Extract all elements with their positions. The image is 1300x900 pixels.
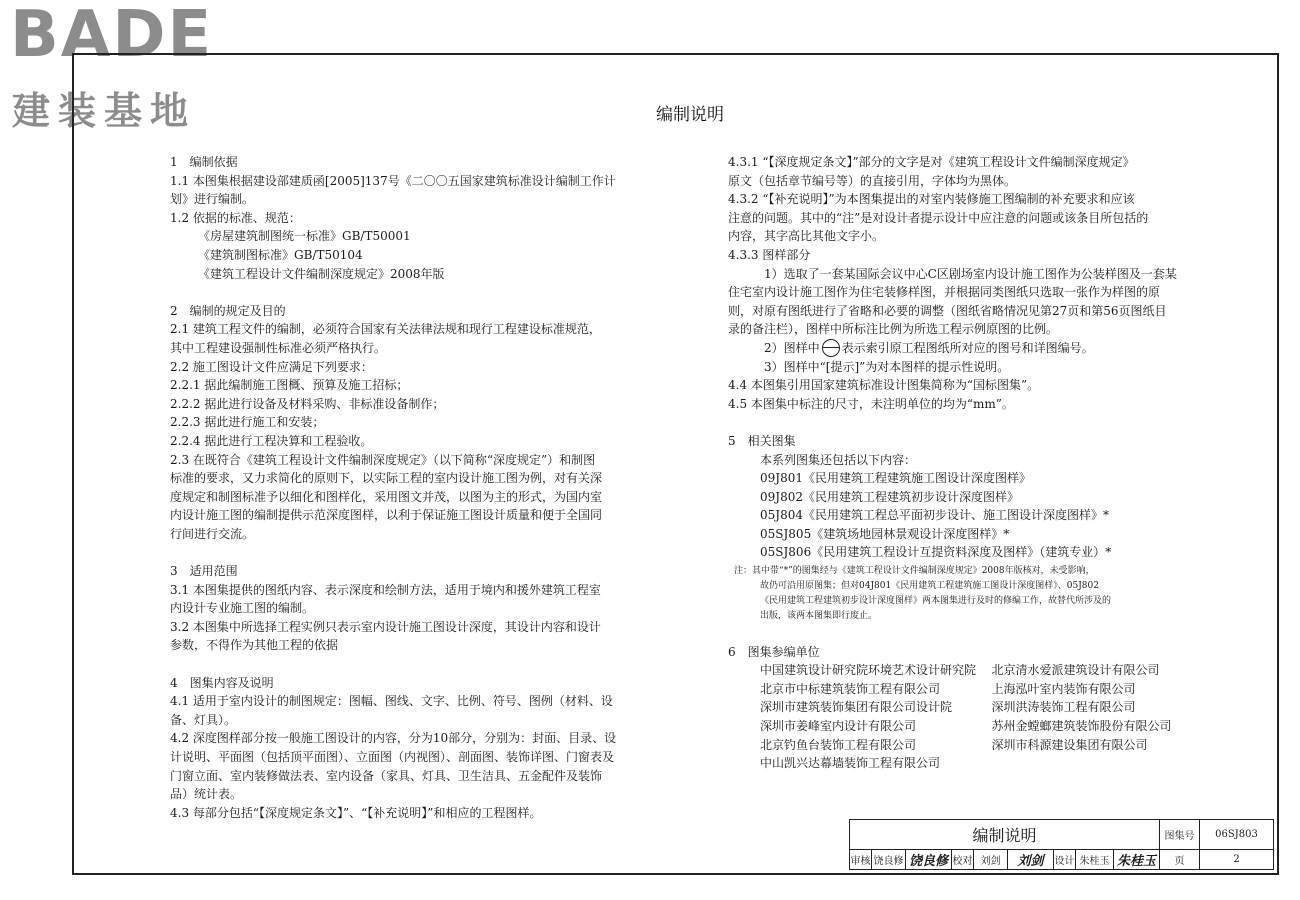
page-number: 2	[1200, 850, 1274, 870]
paragraph	[728, 265, 1223, 284]
text-line: 09J802《民用建筑工程建筑初步设计深度图样》	[760, 489, 1019, 504]
unit-name: 中山凯兴达幕墙装饰工程有限公司	[760, 756, 941, 771]
unit-name: 深圳洪涛装饰工程有限公司	[991, 700, 1136, 715]
text-line: 2.2 施工图设计文件应满足下列要求：	[170, 359, 373, 374]
paragraph	[170, 172, 660, 209]
text-line: 4.5 本图集中标注的尺寸，未注明单位的均为“mm”。	[728, 396, 1014, 411]
paragraph	[728, 469, 1223, 488]
text-line: 3 适用范围	[170, 564, 238, 579]
text-line: 05SJ806《民用建筑工程设计互提资料深度及图样》（建筑专业）*	[760, 545, 1112, 560]
text-line: 2.1 建筑工程文件的编制，必须符合国家有关法律法规和现行工程建设标准规范，	[170, 322, 601, 337]
paragraph	[170, 674, 660, 693]
text-line: 1.1 本图集根据建设部建质函[2005]137号《二〇〇五国家建筑标准设计编制工作计	[170, 173, 616, 188]
paragraph	[170, 376, 660, 395]
text-line: 度规定和制图标准予以细化和图样化，采用图文并茂，以图为主的形式，为国内室	[170, 489, 603, 504]
paragraph-gap	[170, 283, 660, 302]
left-text-column	[170, 153, 660, 822]
text-line: 3）图样中“[提示]”为对本图样的提示性说明。	[764, 359, 1010, 374]
text-line: 参数，不得作为其他工程的依据	[170, 638, 339, 653]
paragraph	[728, 283, 1223, 339]
paragraph	[170, 395, 660, 414]
text-line: 门窗立面、室内装修做法表、室内设备（家具、灯具、卫生洁具、五金配件及装饰	[170, 768, 603, 783]
text-line: 住宅室内设计施工图作为住宅装修样图，并根据同类图纸只选取一张作为样图的原	[728, 285, 1161, 300]
index-symbol-icon	[822, 339, 840, 357]
text-line: 2.2.4 据此进行工程决算和工程验收。	[170, 433, 373, 448]
text-line: 《建筑工程设计文件编制深度规定》2008年版	[198, 266, 445, 281]
unit-name: 上海泓叶室内装饰有限公司	[991, 681, 1136, 696]
footnote-block	[734, 564, 1223, 624]
review-signature: 饶良修	[906, 850, 952, 870]
text-line: 4 图集内容及说明	[170, 675, 274, 690]
text-line: 2 编制的规定及目的	[170, 303, 286, 318]
paragraph	[728, 190, 1223, 246]
right-paragraphs	[728, 153, 1223, 562]
paragraph	[728, 246, 1223, 265]
text-line: 2.2.2 据此进行设备及材料采购、非标准设备制作；	[170, 396, 445, 411]
paragraph	[170, 209, 660, 228]
paragraph	[170, 729, 660, 803]
atlas-number: 06SJ803	[1200, 820, 1274, 850]
paragraph	[728, 395, 1223, 414]
text-line: 划》进行编制。	[170, 192, 255, 207]
paragraph	[170, 265, 660, 284]
units-column-2	[992, 661, 1224, 773]
text-line: 4.2 深度图样部分按一般施工图设计的内容，分为10部分，分别为：封面、目录、设	[170, 731, 617, 746]
section-heading: 6 图集参编单位	[728, 644, 820, 659]
paragraph	[170, 432, 660, 451]
right-text-column	[728, 153, 1223, 773]
design-name: 朱桂玉	[1076, 850, 1114, 870]
paragraph	[728, 488, 1223, 507]
text-line: 行间进行交流。	[170, 526, 255, 541]
page-label: 页	[1160, 850, 1200, 870]
text-line: 内设计施工图的编制提供示范深度图样，以利于保证施工图设计质量和便于全国同	[170, 508, 603, 523]
unit-name: 中国建筑设计研究院环境艺术设计研究院	[760, 663, 977, 678]
text-line: 3.1 本图集提供的图纸内容、表示深度和绘制方法，适用于境内和援外建筑工程室	[170, 582, 601, 597]
text-line: 4.3.3 图样部分	[728, 247, 811, 262]
text-line: 05SJ805《建筑场地园林景观设计深度图样》*	[760, 526, 1010, 541]
text-line: 1 编制依据	[170, 155, 238, 169]
text-line: 《房屋建筑制图统一标准》GB/T50001	[198, 229, 411, 244]
text-line: 3.2 本图集中所选择工程实例只表示室内设计施工图设计深度，其设计内容和设计	[170, 619, 601, 634]
text-line: 09J801《民用建筑工程建筑施工图设计深度图样》	[760, 471, 1031, 486]
unit-name: 北京市中标建筑装饰工程有限公司	[760, 681, 941, 696]
design-label: 设计	[1054, 850, 1076, 870]
text-line: 4.3.1 “【深度规定条文】”部分的文字是对《建筑工程设计文件编制深度规定》	[728, 155, 1135, 169]
watermark-brand: BADE	[10, 0, 214, 72]
text-line: 录的备注栏），图样中所标注比例为所选工程示例原图的比例。	[728, 322, 1059, 337]
paragraph	[170, 320, 660, 357]
watermark-subtitle: 建装基地	[12, 89, 197, 133]
text-line: 品）统计表。	[170, 787, 243, 802]
title-block	[849, 819, 1274, 870]
review-label: 审核	[850, 850, 872, 870]
text-line: 5 相关图集	[728, 433, 796, 448]
text-line: 注意的问题。其中的“注”是对设计者提示设计中应注意的问题或该条目所包括的	[728, 210, 1149, 225]
note-line: 注：其中带“*”的图集经与《建筑工程设计文件编制深度规定》2008年版核对，未受影响，	[734, 566, 1095, 577]
text-line: 2.3 在既符合《建筑工程设计文件编制深度规定》（以下简称“深度规定”）和制图	[170, 452, 596, 467]
unit-name: 苏州金螳螂建筑装饰股份有限公司	[991, 719, 1172, 734]
text-line: 原文（包括章节编号等）的直接引用，字体均为黑体。	[728, 173, 1017, 188]
text-line: 4.3 每部分包括“【深度规定条文】”、“【补充说明】”和相应的工程图样。	[170, 805, 542, 820]
paragraph	[728, 432, 1223, 451]
text-line: 05J804《民用建筑工程总平面初步设计、施工图设计深度图样》*	[760, 508, 1109, 523]
design-signature: 朱桂玉	[1114, 850, 1160, 870]
paragraph	[728, 358, 1223, 377]
page-title: 编制说明	[656, 105, 724, 125]
paragraph	[170, 692, 660, 729]
paragraph	[728, 376, 1223, 395]
paragraph	[170, 227, 660, 246]
note-line: 出版，该两本图集即行废止。	[760, 611, 878, 622]
unit-name: 深圳市姜峰室内设计有限公司	[760, 719, 917, 734]
paragraph	[170, 153, 660, 172]
text-line: 2.2.3 据此进行施工和安装；	[170, 415, 325, 430]
paragraph	[728, 543, 1223, 562]
text-line: 4.1 适用于室内设计的制图规定：图幅、图线、文字、比例、符号、图例（材料、设	[170, 694, 613, 709]
paragraph-gap	[728, 413, 1223, 432]
text-line: 其中工程建设强制性标准必须严格执行。	[170, 340, 387, 355]
paragraph	[170, 413, 660, 432]
text-line: 则，对原有图纸进行了省略和必要的调整（图纸省略情况见第27页和第56页图纸目	[728, 303, 1167, 318]
note-line: 《民用建筑工程建筑初步设计深度图样》两本图集进行及时的修编工作，故替代所涉及的	[760, 596, 1112, 607]
paragraph	[170, 302, 660, 321]
text-line: 计说明、平面图（包括顶平面图）、立面图（内视图）、剖面图、装饰详图、门窗表及	[170, 750, 615, 764]
text-line: 标准的要求，又力求简化的原则下，以实际工程的室内设计施工图为例，对有关深	[170, 471, 603, 486]
paragraph	[170, 451, 660, 544]
title-block-title: 编制说明	[850, 820, 1160, 850]
paragraph	[728, 153, 1223, 190]
unit-name: 深圳市科源建设集团有限公司	[991, 737, 1148, 752]
text-line: 《建筑制图标准》GB/T50104	[198, 247, 363, 262]
text-line: 2）图样中 表示索引原工程图纸所对应的图号和详图编号。	[764, 339, 1223, 358]
paragraph	[728, 525, 1223, 544]
paragraph	[728, 339, 1223, 358]
text-line: 1.2 依据的标准、规范：	[170, 210, 301, 225]
unit-name: 北京钓鱼台装饰工程有限公司	[760, 737, 917, 752]
review-name: 饶良修	[872, 850, 906, 870]
paragraph	[728, 451, 1223, 470]
participating-units	[728, 661, 1223, 773]
text-line: 备、灯具）。	[170, 712, 237, 727]
text-line: 4.4 本图集引用国家建筑标准设计图集简称为“国标图集”。	[728, 378, 1040, 393]
text-line: 4.3.2 “【补充说明】”为本图集提出的对室内装修施工图编制的补充要求和应该	[728, 192, 1135, 207]
text-line: 内设计专业施工图的编制。	[170, 601, 315, 616]
text-line: 2.2.1 据此编制施工图概、预算及施工招标；	[170, 378, 409, 393]
check-name: 刘剑	[974, 850, 1008, 870]
paragraph	[170, 581, 660, 618]
unit-name: 北京清水爱派建筑设计有限公司	[991, 663, 1160, 678]
atlas-number-label: 图集号	[1160, 820, 1200, 850]
paragraph	[170, 562, 660, 581]
paragraph	[170, 246, 660, 265]
text-line: 1）选取了一套某国际会议中心C区剧场室内设计施工图作为公装样图及一套某	[764, 266, 1177, 281]
paragraph	[728, 506, 1223, 525]
text-line: 内容，其字高比其他文字小。	[728, 229, 885, 244]
unit-name: 深圳市建筑装饰集团有限公司设计院	[760, 700, 953, 715]
paragraph-gap	[170, 655, 660, 674]
paragraph	[170, 804, 660, 823]
note-line: 故仍可沿用原图集；但对04J801《民用建筑工程建筑施工图设计深度图样》、05J802	[760, 581, 1099, 592]
units-column-1	[728, 661, 992, 773]
paragraph	[170, 358, 660, 377]
paragraph-gap	[170, 543, 660, 562]
paragraph	[170, 618, 660, 655]
check-signature: 刘剑	[1008, 850, 1054, 870]
check-label: 校对	[952, 850, 974, 870]
text-line: 本系列图集还包括以下内容：	[760, 452, 917, 467]
